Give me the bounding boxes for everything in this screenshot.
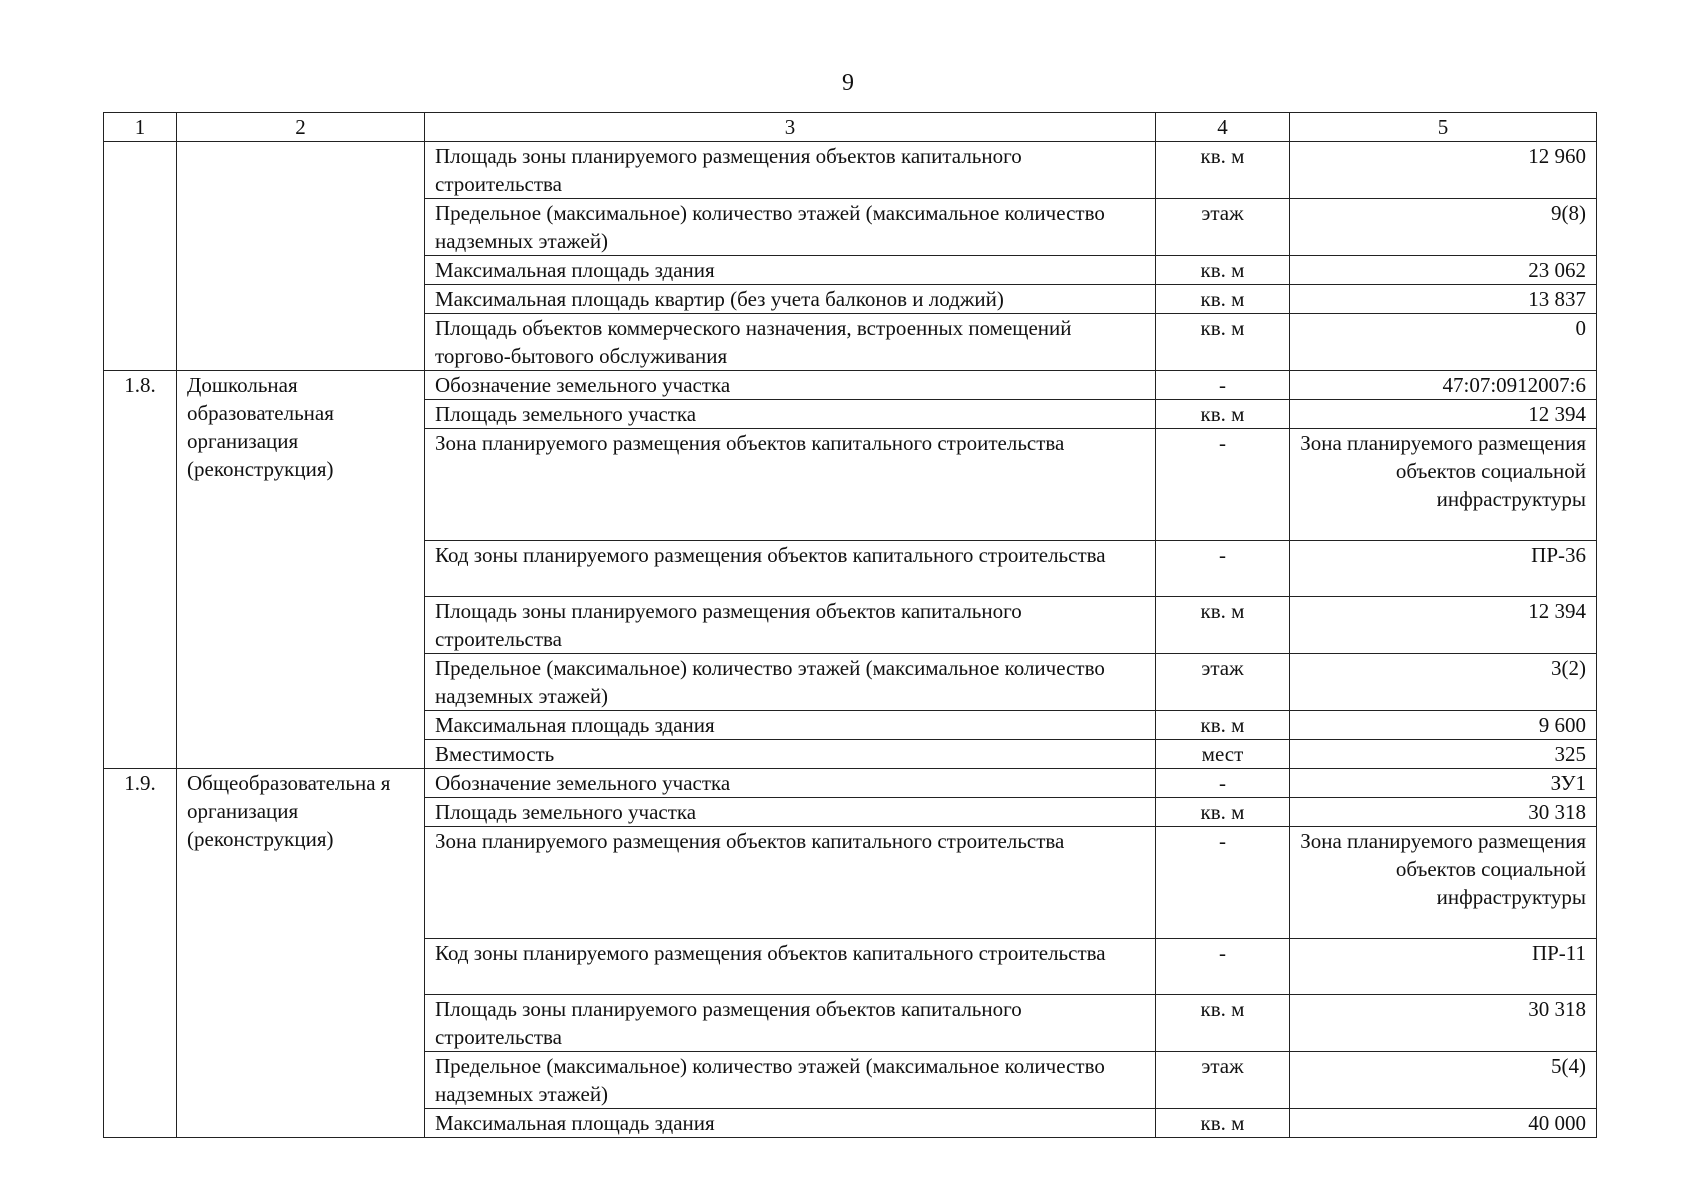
- column-number: 2: [177, 113, 425, 142]
- value-cell: 12 960: [1290, 142, 1597, 199]
- parameter-cell: Код зоны планируемого размещения объектов капитального строительства: [425, 541, 1156, 597]
- value-cell: 325: [1290, 740, 1597, 769]
- unit-cell: этаж: [1156, 1052, 1290, 1109]
- row-number-cell: [104, 142, 177, 371]
- value-cell: 30 318: [1290, 995, 1597, 1052]
- column-number-row: [104, 113, 1597, 142]
- table-row: [104, 371, 1597, 400]
- value-cell: 9 600: [1290, 711, 1597, 740]
- unit-cell: кв. м: [1156, 597, 1290, 654]
- parameter-cell: Площадь зоны планируемого размещения объектов капитального строительства: [425, 597, 1156, 654]
- unit-cell: кв. м: [1156, 256, 1290, 285]
- row-number-cell: 1.9.: [104, 769, 177, 1138]
- value-cell: 9(8): [1290, 199, 1597, 256]
- value-cell: 12 394: [1290, 400, 1597, 429]
- page-number: 9: [842, 70, 854, 96]
- parameter-cell: Максимальная площадь здания: [425, 1109, 1156, 1138]
- unit-cell: кв. м: [1156, 1109, 1290, 1138]
- value-cell: ПР-11: [1290, 939, 1597, 995]
- value-cell: 23 062: [1290, 256, 1597, 285]
- unit-cell: -: [1156, 541, 1290, 597]
- table-body: [104, 113, 1597, 1138]
- unit-cell: этаж: [1156, 199, 1290, 256]
- table-row: [104, 769, 1597, 798]
- parameter-cell: Вместимость: [425, 740, 1156, 769]
- unit-cell: -: [1156, 827, 1290, 939]
- value-cell: 12 394: [1290, 597, 1597, 654]
- value-cell: 5(4): [1290, 1052, 1597, 1109]
- column-number: 3: [425, 113, 1156, 142]
- unit-cell: кв. м: [1156, 995, 1290, 1052]
- parameter-cell: Площадь земельного участка: [425, 400, 1156, 429]
- unit-cell: кв. м: [1156, 400, 1290, 429]
- unit-cell: этаж: [1156, 654, 1290, 711]
- value-cell: 40 000: [1290, 1109, 1597, 1138]
- parameter-cell: Предельное (максимальное) количество этажей (максимальное количество надземных этажей): [425, 654, 1156, 711]
- object-name-cell: [177, 142, 425, 371]
- value-cell: 0: [1290, 314, 1597, 371]
- parameter-cell: Зона планируемого размещения объектов капитального строительства: [425, 429, 1156, 541]
- parameter-cell: Код зоны планируемого размещения объектов капитального строительства: [425, 939, 1156, 995]
- parameter-cell: Площадь объектов коммерческого назначения, встроенных помещений торгово-бытового обслуживания: [425, 314, 1156, 371]
- unit-cell: кв. м: [1156, 711, 1290, 740]
- parameter-cell: Зона планируемого размещения объектов капитального строительства: [425, 827, 1156, 939]
- unit-cell: -: [1156, 769, 1290, 798]
- unit-cell: мест: [1156, 740, 1290, 769]
- row-number-cell: 1.8.: [104, 371, 177, 769]
- value-cell: 30 318: [1290, 798, 1597, 827]
- value-cell: 13 837: [1290, 285, 1597, 314]
- unit-cell: -: [1156, 429, 1290, 541]
- unit-cell: кв. м: [1156, 798, 1290, 827]
- value-cell: ЗУ1: [1290, 769, 1597, 798]
- parameter-cell: Обозначение земельного участка: [425, 769, 1156, 798]
- parameter-cell: Площадь зоны планируемого размещения объектов капитального строительства: [425, 995, 1156, 1052]
- unit-cell: -: [1156, 939, 1290, 995]
- parameter-cell: Максимальная площадь здания: [425, 711, 1156, 740]
- parameter-cell: Максимальная площадь здания: [425, 256, 1156, 285]
- unit-cell: кв. м: [1156, 142, 1290, 199]
- unit-cell: кв. м: [1156, 285, 1290, 314]
- object-name-cell: Дошкольная образовательная организация (реконструкция): [177, 371, 425, 769]
- parameter-cell: Предельное (максимальное) количество этажей (максимальное количество надземных этажей): [425, 1052, 1156, 1109]
- parameter-cell: Площадь зоны планируемого размещения объектов капитального строительства: [425, 142, 1156, 199]
- parameter-cell: Площадь земельного участка: [425, 798, 1156, 827]
- value-cell: 3(2): [1290, 654, 1597, 711]
- parameter-cell: Обозначение земельного участка: [425, 371, 1156, 400]
- parameter-cell: Предельное (максимальное) количество этажей (максимальное количество надземных этажей): [425, 199, 1156, 256]
- unit-cell: кв. м: [1156, 314, 1290, 371]
- parameter-cell: Максимальная площадь квартир (без учета балконов и лоджий): [425, 285, 1156, 314]
- table-row: [104, 142, 1597, 199]
- unit-cell: -: [1156, 371, 1290, 400]
- column-number: 5: [1290, 113, 1597, 142]
- column-number: 4: [1156, 113, 1290, 142]
- column-number: 1: [104, 113, 177, 142]
- value-cell: 47:07:0912007:6: [1290, 371, 1597, 400]
- value-cell: Зона планируемого размещения объектов социальной инфраструктуры: [1290, 827, 1597, 939]
- value-cell: ПР-36: [1290, 541, 1597, 597]
- parameters-table: [103, 112, 1597, 1138]
- value-cell: Зона планируемого размещения объектов социальной инфраструктуры: [1290, 429, 1597, 541]
- object-name-cell: Общеобразовательна я организация (реконструкция): [177, 769, 425, 1138]
